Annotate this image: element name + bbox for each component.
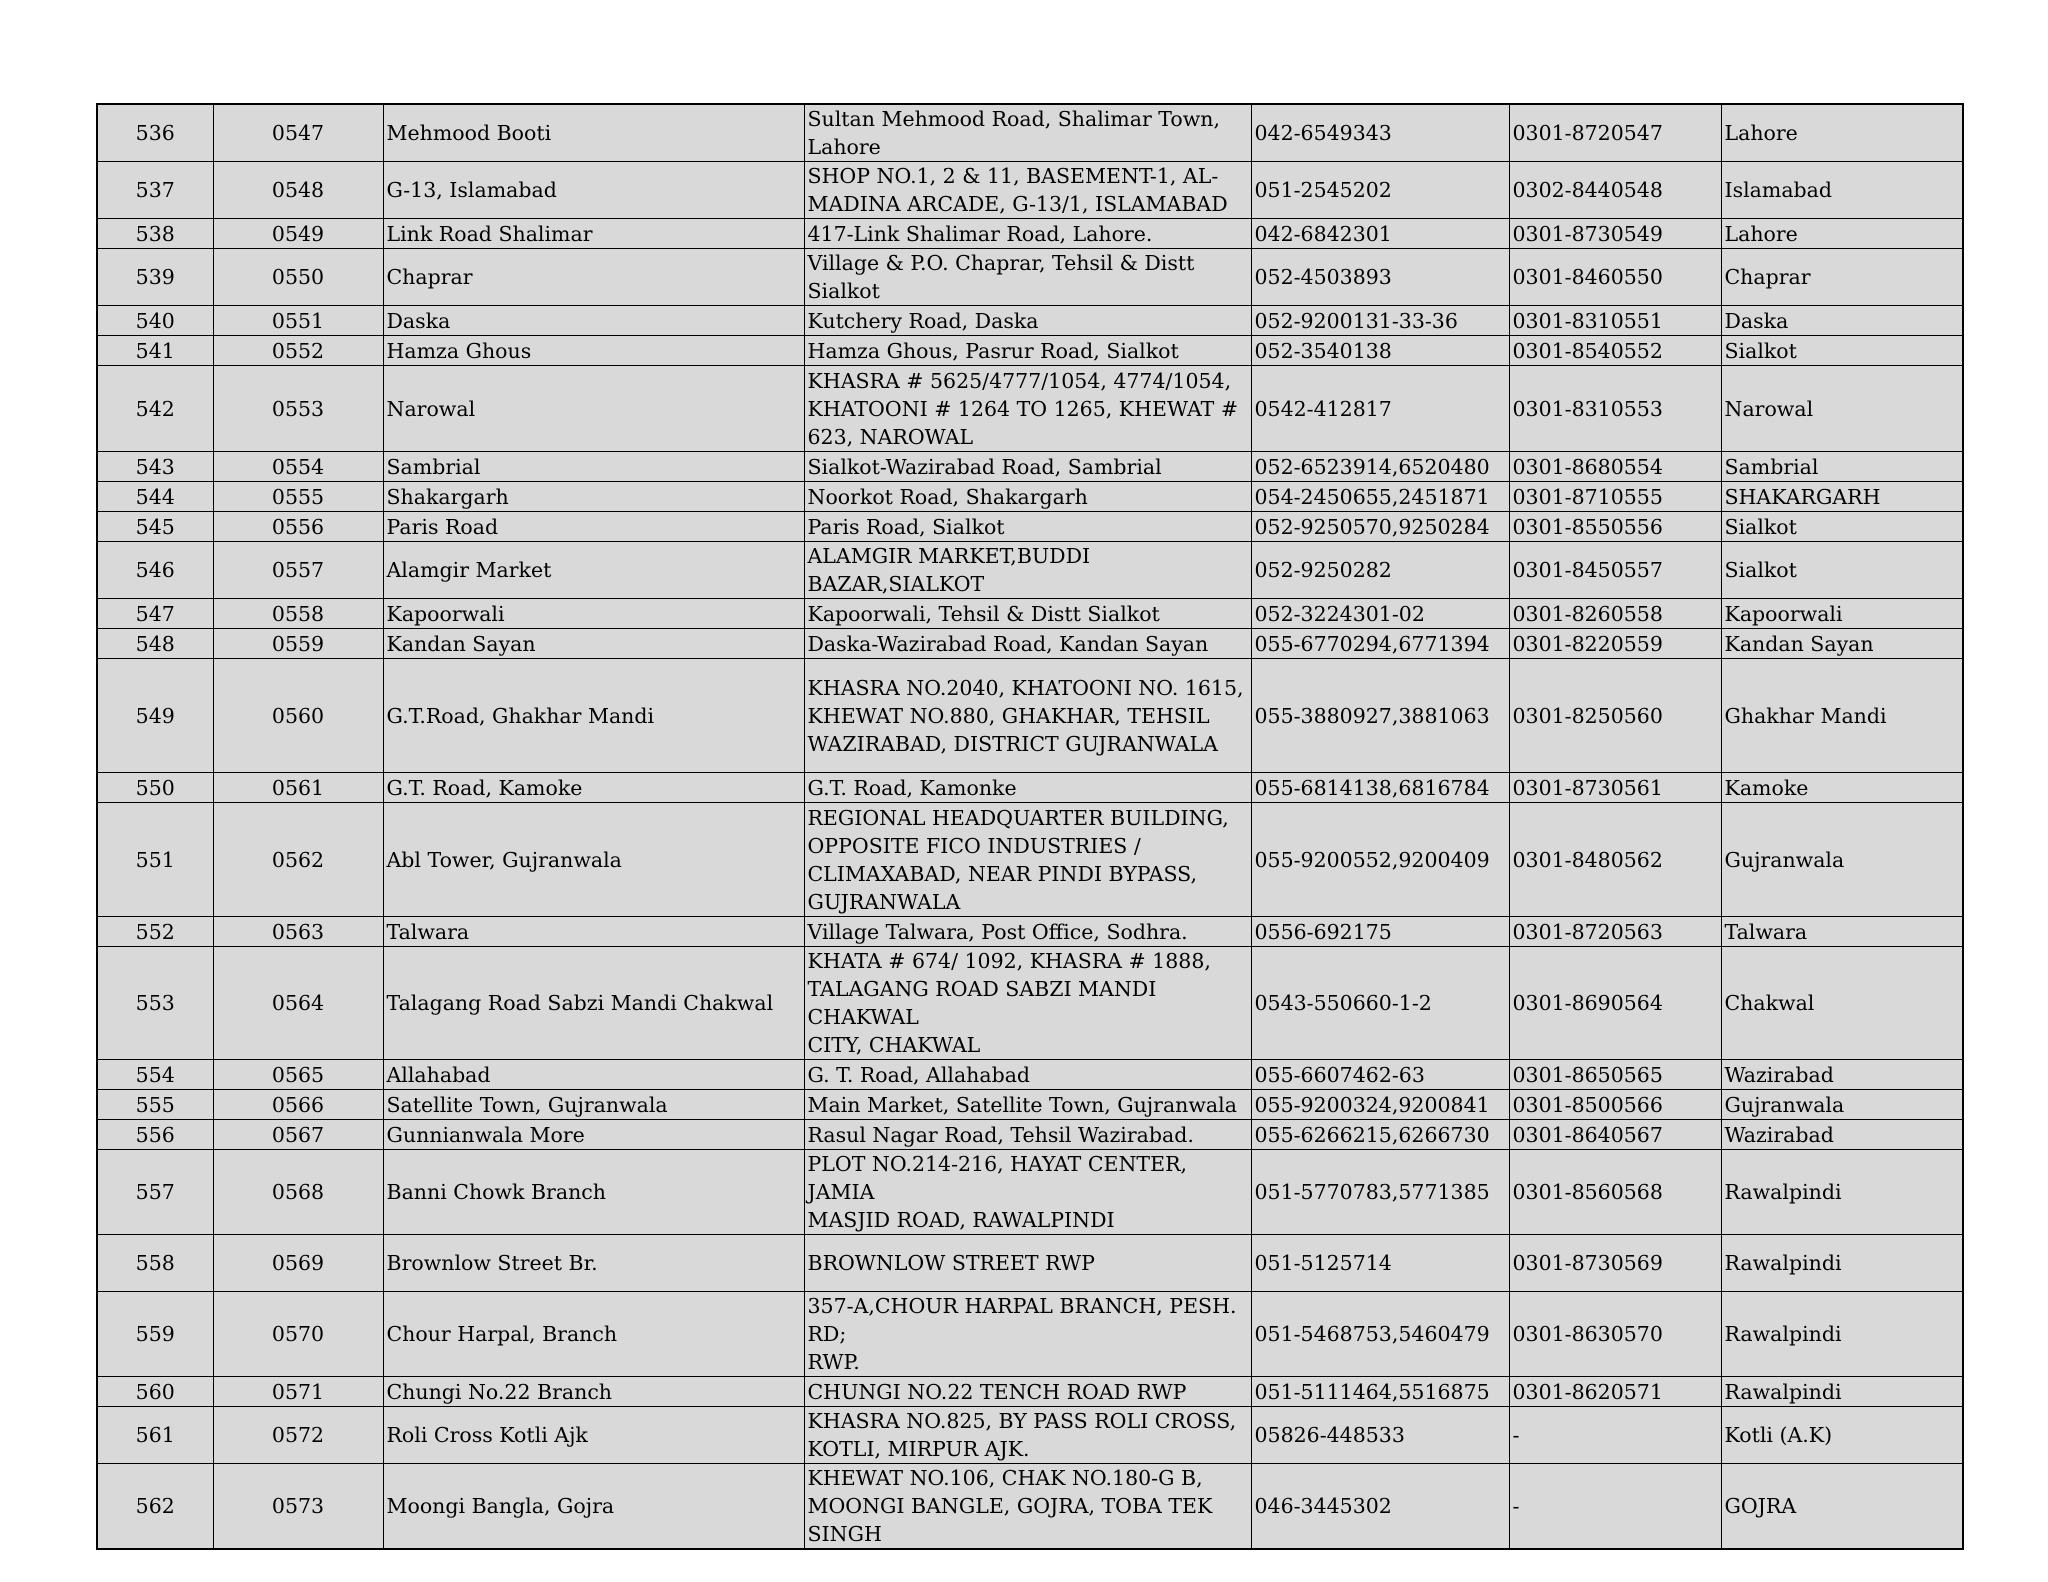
city-cell: Ghakhar Mandi	[1721, 659, 1963, 773]
address-cell: Main Market, Satellite Town, Gujranwala	[804, 1090, 1251, 1120]
city-cell: Rawalpindi	[1721, 1150, 1963, 1235]
address-cell: 417-Link Shalimar Road, Lahore.	[804, 219, 1251, 249]
serial-number-cell: 551	[97, 803, 213, 917]
mobile-cell: 0301-8630570	[1509, 1292, 1721, 1377]
branch-name-cell: Allahabad	[383, 1060, 804, 1090]
serial-number-cell: 557	[97, 1150, 213, 1235]
serial-number-cell: 538	[97, 219, 213, 249]
city-cell: Rawalpindi	[1721, 1377, 1963, 1407]
branch-name-cell: G-13, Islamabad	[383, 162, 804, 219]
address-cell: Village Talwara, Post Office, Sodhra.	[804, 917, 1251, 947]
serial-number-cell: 544	[97, 482, 213, 512]
address-cell: Sultan Mehmood Road, Shalimar Town, Lahore	[804, 104, 1251, 162]
address-cell: SHOP NO.1, 2 & 11, BASEMENT-1, AL- MADINA ARCADE, G-13/1, ISLAMABAD	[804, 162, 1251, 219]
table-body	[97, 104, 1963, 1549]
serial-number-cell: 549	[97, 659, 213, 773]
table-row	[97, 104, 1963, 162]
phone-cell: 052-4503893	[1251, 249, 1509, 306]
address-cell: PLOT NO.214-216, HAYAT CENTER, JAMIA MASJID ROAD, RAWALPINDI	[804, 1150, 1251, 1235]
branch-code-cell: 0555	[213, 482, 383, 512]
phone-cell: 055-6770294,6771394	[1251, 629, 1509, 659]
serial-number-cell: 542	[97, 366, 213, 452]
table-row	[97, 1150, 1963, 1235]
branch-name-cell: Alamgir Market	[383, 542, 804, 599]
table-row	[97, 803, 1963, 917]
branch-name-cell: Shakargarh	[383, 482, 804, 512]
mobile-cell: 0301-8480562	[1509, 803, 1721, 917]
serial-number-cell: 547	[97, 599, 213, 629]
address-cell: BROWNLOW STREET RWP	[804, 1235, 1251, 1292]
serial-number-cell: 559	[97, 1292, 213, 1377]
city-cell: Talwara	[1721, 917, 1963, 947]
city-cell: Kandan Sayan	[1721, 629, 1963, 659]
serial-number-cell: 537	[97, 162, 213, 219]
mobile-cell: 0301-8550556	[1509, 512, 1721, 542]
mobile-cell: 0301-8460550	[1509, 249, 1721, 306]
serial-number-cell: 560	[97, 1377, 213, 1407]
branch-name-cell: Banni Chowk Branch	[383, 1150, 804, 1235]
branch-code-cell: 0572	[213, 1407, 383, 1464]
phone-cell: 055-6607462-63	[1251, 1060, 1509, 1090]
table-row	[97, 599, 1963, 629]
branch-name-cell: G.T.Road, Ghakhar Mandi	[383, 659, 804, 773]
phone-cell: 055-9200552,9200409	[1251, 803, 1509, 917]
branch-name-cell: Satellite Town, Gujranwala	[383, 1090, 804, 1120]
branch-name-cell: Chour Harpal, Branch	[383, 1292, 804, 1377]
address-cell: REGIONAL HEADQUARTER BUILDING, OPPOSITE FICO INDUSTRIES / CLIMAXABAD, NEAR PINDI BYPASS, GUJRANWALA	[804, 803, 1251, 917]
serial-number-cell: 556	[97, 1120, 213, 1150]
mobile-cell: -	[1509, 1407, 1721, 1464]
mobile-cell: 0301-8260558	[1509, 599, 1721, 629]
branch-code-cell: 0567	[213, 1120, 383, 1150]
branch-name-cell: Chungi No.22 Branch	[383, 1377, 804, 1407]
branch-code-cell: 0552	[213, 336, 383, 366]
branch-code-cell: 0560	[213, 659, 383, 773]
address-cell: KHASRA NO.2040, KHATOONI NO. 1615, KHEWAT NO.880, GHAKHAR, TEHSIL WAZIRABAD, DISTRICT GUJRANWALA	[804, 659, 1251, 773]
phone-cell: 051-5468753,5460479	[1251, 1292, 1509, 1377]
city-cell: SHAKARGARH	[1721, 482, 1963, 512]
city-cell: Chakwal	[1721, 947, 1963, 1060]
mobile-cell: 0301-8690564	[1509, 947, 1721, 1060]
phone-cell: 055-9200324,9200841	[1251, 1090, 1509, 1120]
table-row	[97, 336, 1963, 366]
branch-name-cell: Daska	[383, 306, 804, 336]
branch-name-cell: Chaprar	[383, 249, 804, 306]
branch-name-cell: Gunnianwala More	[383, 1120, 804, 1150]
mobile-cell: 0301-8650565	[1509, 1060, 1721, 1090]
serial-number-cell: 553	[97, 947, 213, 1060]
phone-cell: 051-5111464,5516875	[1251, 1377, 1509, 1407]
city-cell: Kotli (A.K)	[1721, 1407, 1963, 1464]
phone-cell: 052-9250282	[1251, 542, 1509, 599]
address-cell: KHASRA # 5625/4777/1054, 4774/1054, KHATOONI # 1264 TO 1265, KHEWAT # 623, NAROWAL	[804, 366, 1251, 452]
branch-code-cell: 0566	[213, 1090, 383, 1120]
address-cell: KHEWAT NO.106, CHAK NO.180-G B, MOONGI BANGLE, GOJRA, TOBA TEK SINGH	[804, 1464, 1251, 1550]
phone-cell: 0543-550660-1-2	[1251, 947, 1509, 1060]
mobile-cell: 0301-8560568	[1509, 1150, 1721, 1235]
city-cell: Lahore	[1721, 219, 1963, 249]
serial-number-cell: 548	[97, 629, 213, 659]
branch-name-cell: Sambrial	[383, 452, 804, 482]
table-row	[97, 452, 1963, 482]
branch-name-cell: Mehmood Booti	[383, 104, 804, 162]
city-cell: Sialkot	[1721, 542, 1963, 599]
serial-number-cell: 536	[97, 104, 213, 162]
branch-code-cell: 0548	[213, 162, 383, 219]
address-cell: Noorkot Road, Shakargarh	[804, 482, 1251, 512]
table-row	[97, 512, 1963, 542]
table-row	[97, 659, 1963, 773]
table-row	[97, 629, 1963, 659]
city-cell: Islamabad	[1721, 162, 1963, 219]
table-row	[97, 249, 1963, 306]
mobile-cell: 0301-8730549	[1509, 219, 1721, 249]
city-cell: Rawalpindi	[1721, 1235, 1963, 1292]
table-row	[97, 162, 1963, 219]
table-row	[97, 482, 1963, 512]
branch-name-cell: Moongi Bangla, Gojra	[383, 1464, 804, 1550]
mobile-cell: 0301-8250560	[1509, 659, 1721, 773]
mobile-cell: 0301-8720563	[1509, 917, 1721, 947]
branch-code-cell: 0559	[213, 629, 383, 659]
branch-name-cell: Link Road Shalimar	[383, 219, 804, 249]
phone-cell: 0556-692175	[1251, 917, 1509, 947]
city-cell: Gujranwala	[1721, 1090, 1963, 1120]
branch-name-cell: Talwara	[383, 917, 804, 947]
phone-cell: 055-6266215,6266730	[1251, 1120, 1509, 1150]
serial-number-cell: 550	[97, 773, 213, 803]
branch-code-cell: 0553	[213, 366, 383, 452]
phone-cell: 054-2450655,2451871	[1251, 482, 1509, 512]
branch-code-cell: 0551	[213, 306, 383, 336]
phone-cell: 046-3445302	[1251, 1464, 1509, 1550]
address-cell: Daska-Wazirabad Road, Kandan Sayan	[804, 629, 1251, 659]
phone-cell: 052-3540138	[1251, 336, 1509, 366]
city-cell: Kapoorwali	[1721, 599, 1963, 629]
city-cell: Sambrial	[1721, 452, 1963, 482]
address-cell: Paris Road, Sialkot	[804, 512, 1251, 542]
phone-cell: 052-9200131-33-36	[1251, 306, 1509, 336]
table-row	[97, 1407, 1963, 1464]
address-cell: G.T. Road, Kamonke	[804, 773, 1251, 803]
serial-number-cell: 541	[97, 336, 213, 366]
branch-code-cell: 0550	[213, 249, 383, 306]
table-row	[97, 917, 1963, 947]
address-cell: Village & P.O. Chaprar, Tehsil & Distt Sialkot	[804, 249, 1251, 306]
mobile-cell: -	[1509, 1464, 1721, 1550]
phone-cell: 052-3224301-02	[1251, 599, 1509, 629]
branch-name-cell: Hamza Ghous	[383, 336, 804, 366]
phone-cell: 055-6814138,6816784	[1251, 773, 1509, 803]
branch-code-cell: 0563	[213, 917, 383, 947]
phone-cell: 051-5770783,5771385	[1251, 1150, 1509, 1235]
phone-cell: 05826-448533	[1251, 1407, 1509, 1464]
city-cell: Wazirabad	[1721, 1060, 1963, 1090]
phone-cell: 052-6523914,6520480	[1251, 452, 1509, 482]
address-cell: Hamza Ghous, Pasrur Road, Sialkot	[804, 336, 1251, 366]
serial-number-cell: 561	[97, 1407, 213, 1464]
mobile-cell: 0301-8450557	[1509, 542, 1721, 599]
city-cell: Lahore	[1721, 104, 1963, 162]
phone-cell: 042-6842301	[1251, 219, 1509, 249]
city-cell: Gujranwala	[1721, 803, 1963, 917]
table-row	[97, 1464, 1963, 1550]
city-cell: Rawalpindi	[1721, 1292, 1963, 1377]
address-cell: Rasul Nagar Road, Tehsil Wazirabad.	[804, 1120, 1251, 1150]
address-cell: CHUNGI NO.22 TENCH ROAD RWP	[804, 1377, 1251, 1407]
serial-number-cell: 546	[97, 542, 213, 599]
table-row	[97, 542, 1963, 599]
city-cell: Kamoke	[1721, 773, 1963, 803]
serial-number-cell: 555	[97, 1090, 213, 1120]
branch-code-cell: 0569	[213, 1235, 383, 1292]
address-cell: ALAMGIR MARKET,BUDDI BAZAR,SIALKOT	[804, 542, 1251, 599]
phone-cell: 042-6549343	[1251, 104, 1509, 162]
phone-cell: 055-3880927,3881063	[1251, 659, 1509, 773]
branch-code-cell: 0561	[213, 773, 383, 803]
table-row	[97, 306, 1963, 336]
city-cell: GOJRA	[1721, 1464, 1963, 1550]
mobile-cell: 0301-8540552	[1509, 336, 1721, 366]
mobile-cell: 0301-8640567	[1509, 1120, 1721, 1150]
branch-code-cell: 0547	[213, 104, 383, 162]
mobile-cell: 0301-8710555	[1509, 482, 1721, 512]
table-row	[97, 219, 1963, 249]
branch-name-cell: Paris Road	[383, 512, 804, 542]
branch-name-cell: G.T. Road, Kamoke	[383, 773, 804, 803]
branch-name-cell: Roli Cross Kotli Ajk	[383, 1407, 804, 1464]
branch-code-cell: 0558	[213, 599, 383, 629]
branch-code-cell: 0571	[213, 1377, 383, 1407]
serial-number-cell: 554	[97, 1060, 213, 1090]
table-row	[97, 1292, 1963, 1377]
mobile-cell: 0301-8500566	[1509, 1090, 1721, 1120]
serial-number-cell: 543	[97, 452, 213, 482]
mobile-cell: 0301-8310551	[1509, 306, 1721, 336]
phone-cell: 051-5125714	[1251, 1235, 1509, 1292]
branch-name-cell: Abl Tower, Gujranwala	[383, 803, 804, 917]
serial-number-cell: 540	[97, 306, 213, 336]
table-row	[97, 1090, 1963, 1120]
city-cell: Sialkot	[1721, 512, 1963, 542]
mobile-cell: 0301-8310553	[1509, 366, 1721, 452]
serial-number-cell: 558	[97, 1235, 213, 1292]
branch-code-cell: 0549	[213, 219, 383, 249]
table-row	[97, 366, 1963, 452]
table-row	[97, 1235, 1963, 1292]
branch-name-cell: Brownlow Street Br.	[383, 1235, 804, 1292]
city-cell: Chaprar	[1721, 249, 1963, 306]
branch-name-cell: Narowal	[383, 366, 804, 452]
city-cell: Daska	[1721, 306, 1963, 336]
branch-code-cell: 0568	[213, 1150, 383, 1235]
mobile-cell: 0301-8680554	[1509, 452, 1721, 482]
mobile-cell: 0301-8730569	[1509, 1235, 1721, 1292]
table-row	[97, 1060, 1963, 1090]
table-row	[97, 947, 1963, 1060]
branch-code-cell: 0562	[213, 803, 383, 917]
serial-number-cell: 539	[97, 249, 213, 306]
address-cell: G. T. Road, Allahabad	[804, 1060, 1251, 1090]
branch-code-cell: 0564	[213, 947, 383, 1060]
mobile-cell: 0302-8440548	[1509, 162, 1721, 219]
branch-code-cell: 0570	[213, 1292, 383, 1377]
branch-name-cell: Kapoorwali	[383, 599, 804, 629]
address-cell: Sialkot-Wazirabad Road, Sambrial	[804, 452, 1251, 482]
address-cell: KHATA # 674/ 1092, KHASRA # 1888, TALAGANG ROAD SABZI MANDI CHAKWAL CITY, CHAKWAL	[804, 947, 1251, 1060]
phone-cell: 051-2545202	[1251, 162, 1509, 219]
branch-name-cell: Talagang Road Sabzi Mandi Chakwal	[383, 947, 804, 1060]
address-cell: Kutchery Road, Daska	[804, 306, 1251, 336]
address-cell: KHASRA NO.825, BY PASS ROLI CROSS, KOTLI, MIRPUR AJK.	[804, 1407, 1251, 1464]
branch-code-cell: 0557	[213, 542, 383, 599]
branch-code-cell: 0573	[213, 1464, 383, 1550]
address-cell: Kapoorwali, Tehsil & Distt Sialkot	[804, 599, 1251, 629]
phone-cell: 0542-412817	[1251, 366, 1509, 452]
branch-table	[96, 103, 1964, 1550]
city-cell: Sialkot	[1721, 336, 1963, 366]
table-row	[97, 1377, 1963, 1407]
table-row	[97, 1120, 1963, 1150]
branch-code-cell: 0556	[213, 512, 383, 542]
serial-number-cell: 545	[97, 512, 213, 542]
serial-number-cell: 552	[97, 917, 213, 947]
address-cell: 357-A,CHOUR HARPAL BRANCH, PESH. RD; RWP.	[804, 1292, 1251, 1377]
branch-name-cell: Kandan Sayan	[383, 629, 804, 659]
city-cell: Narowal	[1721, 366, 1963, 452]
phone-cell: 052-9250570,9250284	[1251, 512, 1509, 542]
mobile-cell: 0301-8620571	[1509, 1377, 1721, 1407]
branch-code-cell: 0565	[213, 1060, 383, 1090]
serial-number-cell: 562	[97, 1464, 213, 1550]
city-cell: Wazirabad	[1721, 1120, 1963, 1150]
mobile-cell: 0301-8730561	[1509, 773, 1721, 803]
mobile-cell: 0301-8220559	[1509, 629, 1721, 659]
branch-code-cell: 0554	[213, 452, 383, 482]
mobile-cell: 0301-8720547	[1509, 104, 1721, 162]
table-row	[97, 773, 1963, 803]
